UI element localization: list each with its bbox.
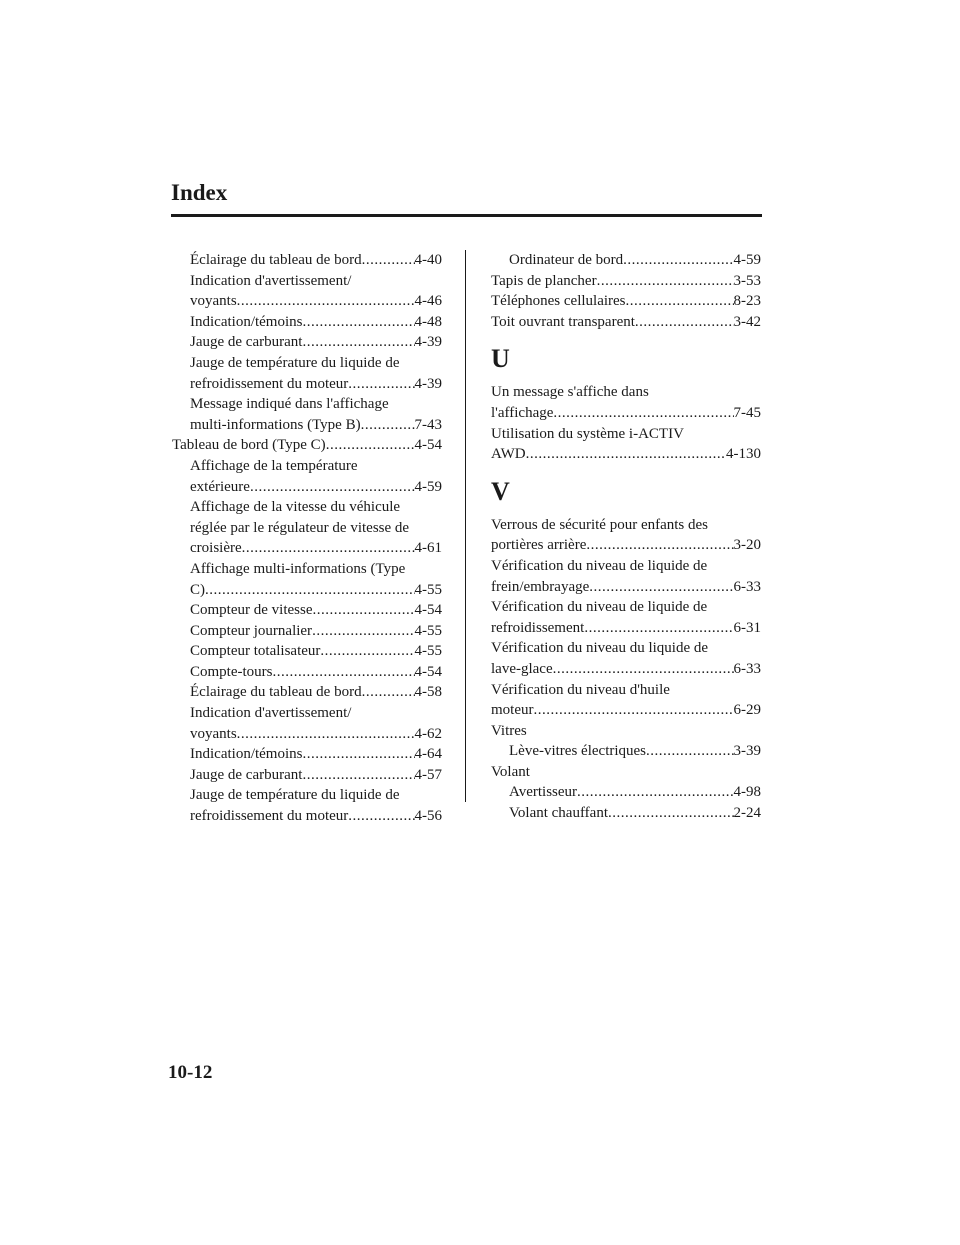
dot-leader (326, 435, 415, 456)
dot-leader (361, 415, 415, 436)
index-entry[interactable] (172, 662, 442, 683)
dot-leader (534, 700, 734, 721)
index-entry[interactable] (172, 374, 442, 395)
index-entry-label: Jauge de carburant (190, 334, 303, 351)
index-entry[interactable] (491, 312, 761, 333)
index-page-ref: 7-43 (414, 416, 442, 433)
index-page-ref: 4-54 (414, 437, 442, 454)
dot-leader (553, 659, 734, 680)
index-entry-label: portières arrière (491, 537, 587, 554)
dot-leader (237, 724, 415, 745)
index-entry[interactable] (491, 291, 761, 312)
index-entry[interactable] (491, 782, 761, 803)
index-page-ref: 3-42 (733, 313, 761, 330)
dot-leader (608, 803, 733, 824)
index-page-ref: 4-59 (733, 252, 761, 268)
index-entry[interactable] (172, 580, 442, 601)
index-letter-heading: V (491, 476, 510, 506)
index-page-ref: 4-59 (414, 478, 442, 495)
page-title: Index (171, 180, 228, 205)
index-entry-text: Vérification du niveau de liquide de (491, 599, 708, 616)
index-entry-label: Avertisseur (509, 784, 578, 801)
index-entry[interactable] (172, 250, 442, 271)
index-page-ref: 4-55 (414, 622, 442, 639)
header-rule (171, 214, 762, 217)
index-entry-label: refroidissement (491, 619, 585, 636)
index-entry-text: Affichage multi-informations (Type (190, 560, 406, 577)
index-entry[interactable] (172, 477, 442, 498)
index-entry[interactable] (491, 700, 761, 721)
index-entry-label: Tapis de plancher (491, 272, 597, 289)
index-entry[interactable] (491, 250, 761, 271)
dot-leader (302, 744, 414, 765)
index-entry[interactable] (172, 765, 442, 786)
index-entry-label: voyants (190, 293, 237, 310)
index-entry-text: réglée par le régulateur de vitesse de (190, 519, 410, 536)
index-page-ref: 3-20 (733, 537, 761, 554)
dot-leader (205, 580, 415, 601)
index-page-ref: 4-62 (414, 725, 442, 742)
dot-leader (626, 291, 734, 312)
dot-leader (362, 682, 415, 703)
index-entry[interactable] (172, 435, 442, 456)
index-entry-label: Compteur de vitesse (190, 602, 313, 619)
index-entry-text: Jauge de température du liquide de (190, 787, 400, 804)
index-entry-label: C) (190, 581, 205, 598)
index-entry-label: Lève-vitres électriques (509, 743, 647, 760)
index-page-ref: 4-55 (414, 643, 442, 660)
index-entry[interactable] (172, 332, 442, 353)
index-entry-label: voyants (190, 725, 237, 742)
index-page-ref: 4-58 (414, 684, 442, 701)
dot-leader (526, 444, 726, 465)
dot-leader (237, 291, 415, 312)
dot-leader (302, 312, 414, 333)
index-page-ref: 4-57 (414, 766, 442, 783)
dot-leader (348, 806, 414, 827)
index-page-ref: 4-46 (414, 293, 442, 310)
index-entry[interactable] (172, 641, 442, 662)
index-entry-label: Ordinateur de bord (509, 252, 624, 268)
index-entry[interactable] (491, 403, 761, 424)
index-entry-label: multi-informations (Type B) (190, 416, 361, 433)
index-entry-text: Verrous de sécurité pour enfants des (491, 516, 709, 533)
index-entry-text: Vérification du niveau d'huile (491, 681, 670, 698)
dot-leader (312, 621, 414, 642)
index-entry-label: frein/embrayage (491, 578, 590, 595)
index-letter-heading: U (491, 344, 510, 374)
dot-leader (362, 250, 415, 271)
index-entry-text: Indication d'avertissement/ (190, 705, 352, 722)
index-page-ref: 2-24 (733, 805, 761, 822)
index-entry-label: Jauge de carburant (190, 766, 303, 783)
index-entry[interactable] (491, 271, 761, 292)
index-column-right (491, 250, 761, 824)
index-entry-text: Vérification du niveau de liquide de (491, 557, 708, 574)
dot-leader (273, 662, 415, 683)
index-entry-text: Message indiqué dans l'affichage (190, 396, 389, 413)
index-entry[interactable] (491, 659, 761, 680)
dot-leader (302, 765, 414, 786)
index-page-ref: 4-130 (726, 446, 761, 463)
index-entry-text: Volant (491, 763, 530, 780)
index-entry-label: moteur (491, 702, 534, 719)
index-entry-label: Compteur totalisateur (190, 643, 321, 660)
index-entry-label: lave-glace (491, 660, 553, 677)
index-page-ref: 4-55 (414, 581, 442, 598)
dot-leader (584, 618, 733, 639)
index-entry-label: Éclairage du tableau de bord (190, 252, 362, 268)
dot-leader (597, 271, 734, 292)
index-entry[interactable] (172, 724, 442, 745)
dot-leader (589, 577, 733, 598)
index-entry-label: refroidissement du moteur (190, 808, 349, 825)
index-entry[interactable] (491, 535, 761, 556)
index-entry-label: refroidissement du moteur (190, 375, 349, 392)
dot-leader (586, 535, 733, 556)
index-entry-label: l'affichage (491, 404, 554, 421)
dot-leader (348, 374, 414, 395)
index-entry-text: Affichage de la vitesse du véhicule (190, 499, 401, 516)
dot-leader (635, 312, 734, 333)
index-entry-text: Indication d'avertissement/ (190, 272, 352, 289)
dot-leader (312, 600, 414, 621)
dot-leader (242, 538, 415, 559)
index-entry[interactable] (172, 600, 442, 621)
index-entry[interactable] (172, 312, 442, 333)
index-page-ref: 4-64 (414, 746, 442, 763)
index-entry-label: Éclairage du tableau de bord (190, 684, 362, 701)
index-page-ref: 4-54 (414, 602, 442, 619)
dot-leader (302, 332, 414, 353)
index-page-ref: 7-45 (733, 404, 761, 421)
index-entry-text: Un message s'affiche dans (491, 384, 649, 401)
index-entry-text: Jauge de température du liquide de (190, 354, 400, 371)
dot-leader (577, 782, 733, 803)
index-entry[interactable] (172, 682, 442, 703)
index-entry[interactable] (172, 621, 442, 642)
index-entry[interactable] (491, 618, 761, 639)
index-page-ref: 4-54 (414, 663, 442, 680)
index-page-ref: 4-40 (414, 252, 442, 268)
index-entry[interactable] (172, 415, 442, 436)
index-entry-label: Tableau de bord (Type C) (172, 437, 326, 454)
dot-leader (646, 741, 733, 762)
index-entry-label: extérieure (190, 478, 250, 495)
column-divider (465, 250, 466, 802)
index-page-ref: 4-98 (733, 784, 761, 801)
index-entry[interactable] (491, 741, 761, 762)
index-page-ref: 3-53 (733, 272, 761, 289)
dot-leader (553, 403, 733, 424)
index-entry-label: AWD (491, 446, 526, 463)
dot-leader (250, 477, 415, 498)
index-entry-label: croisière (190, 540, 242, 557)
index-entry[interactable] (172, 806, 442, 827)
index-page-ref: 4-39 (414, 375, 442, 392)
index-entry-label: Indication/témoins (190, 313, 303, 330)
index-entry[interactable] (491, 803, 761, 824)
index-entry-label: Volant chauffant (509, 805, 609, 822)
index-page-ref: 6-33 (733, 660, 761, 677)
index-entry[interactable] (172, 291, 442, 312)
index-entry-label: Toit ouvrant transparent (491, 313, 635, 330)
index-page-ref: 3-39 (733, 743, 761, 760)
index-page-ref: 6-29 (733, 702, 761, 719)
index-entry-label: Téléphones cellulaires (491, 293, 626, 310)
index-entry-label: Indication/témoins (190, 746, 303, 763)
index-page-ref: 4-61 (414, 540, 442, 557)
index-entry[interactable] (172, 538, 442, 559)
index-entry[interactable] (172, 744, 442, 765)
index-entry-label: Compteur journalier (190, 622, 313, 639)
index-entry-label: Compte-tours (190, 663, 273, 680)
index-entry-text: Vérification du niveau du liquide de (491, 640, 709, 657)
index-entry-text: Vitres (491, 722, 527, 739)
index-page-ref: 6-31 (733, 619, 761, 636)
index-entry[interactable] (491, 444, 761, 465)
index-page-ref: 6-33 (733, 578, 761, 595)
index-column-left (172, 250, 442, 827)
dot-leader (623, 250, 733, 271)
dot-leader (320, 641, 414, 662)
index-page-ref: 8-23 (733, 293, 761, 310)
index-page-ref: 4-48 (414, 313, 442, 330)
index-page-ref: 4-39 (414, 334, 442, 351)
index-entry-text: Affichage de la température (190, 457, 358, 474)
index-entry-text: Utilisation du système i-ACTIV (491, 425, 684, 442)
index-page-ref: 4-56 (414, 808, 442, 825)
page-number: 10-12 (168, 1062, 213, 1083)
index-entry[interactable] (491, 577, 761, 598)
